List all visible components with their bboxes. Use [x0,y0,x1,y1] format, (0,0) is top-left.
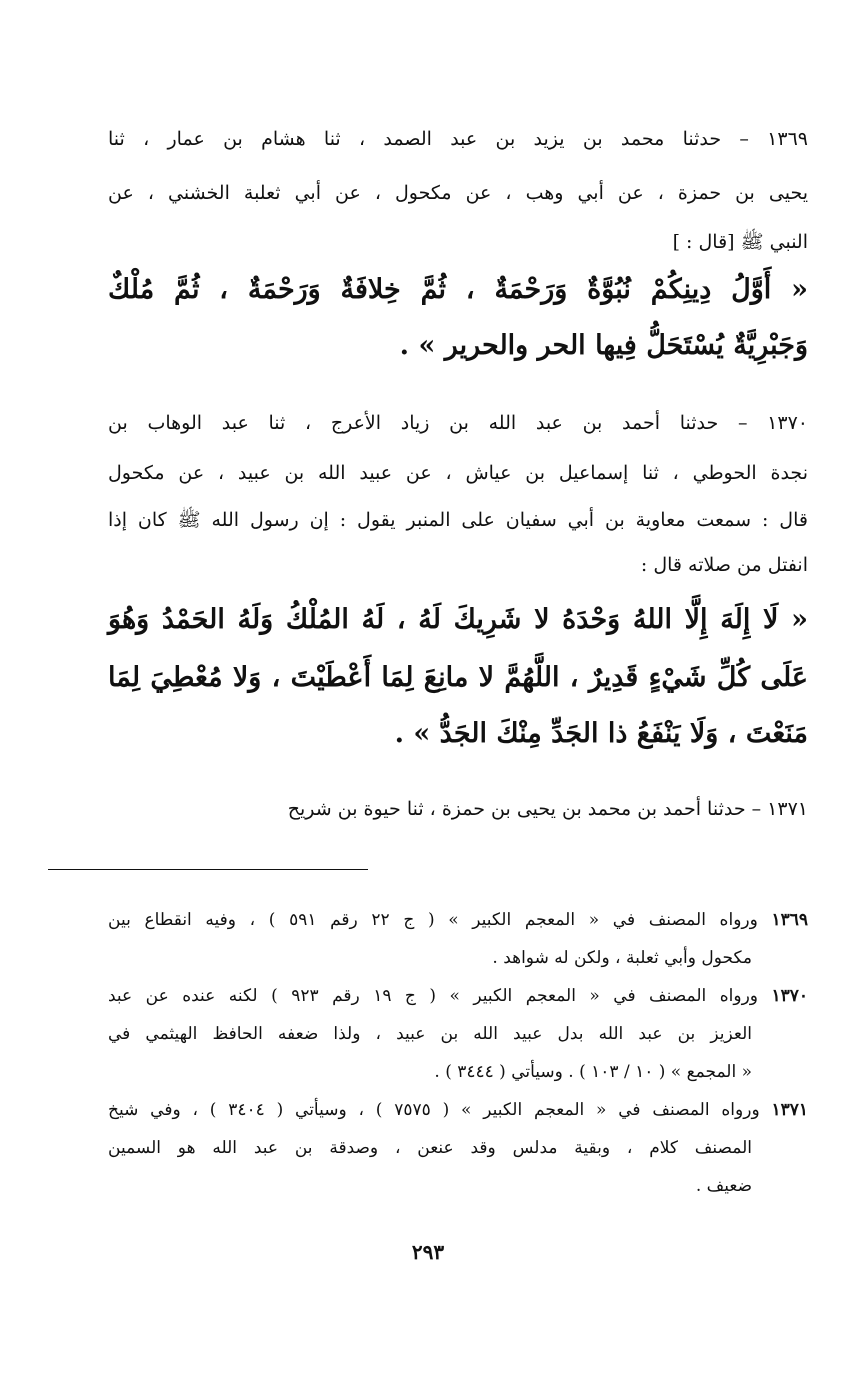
footnote-1369-line-1 [108,910,808,930]
footnote-1369-number: ١٣٦٩ [771,910,809,930]
footnote-1371-line-1 [108,1100,808,1120]
entry-1369-line-2: يحيى بن حمزة ، عن أبي وهب ، عن مكحول ، عن أبي ثعلبة الخشني ، عن [108,182,808,204]
hadith-1370-line-1: « لَا إِلَهَ إِلَّا اللهُ وَحْدَهُ لا شَرِيكَ لَهُ ، لَهُ المُلْكُ وَلَهُ الحَمْدُ وَهُوَ [108,604,808,635]
entry-1370-line-2: نجدة الحوطي ، ثنا إسماعيل بن عياش ، عن عبيد الله بن عبيد ، عن مكحول [108,462,808,484]
hadith-1369-line-2: وَجَبْرِيَّةٌ يُسْتَحَلُّ فِيها الحر والحرير » . [399,330,808,361]
hadith-1369-line-1: « أَوَّلُ دِينِكُمْ نُبُوَّةٌ وَرَحْمَةٌ ، ثُمَّ خِلافَةٌ وَرَحْمَةٌ ، ثُمَّ مُلْكٌ [108,274,808,305]
footnote-1370-text: ورواه المصنف في « المعجم الكبير » ( ج ١٩ رقم ٩٢٣ ) لكنه عنده عن عبد [108,986,758,1006]
footnote-separator [48,869,368,870]
footnote-1371-text: ورواه المصنف في « المعجم الكبير » ( ٧٥٧٥ ) ، وسيأتي ( ٣٤٠٤ ) ، وفي شيخ [108,1100,760,1120]
entry-1370-line-3: قال : سمعت معاوية بن أبي سفيان على المنبر يقول : إن رسول الله ﷺ كان إذا [108,509,808,531]
footnote-1371-number: ١٣٧١ [771,1100,809,1120]
entry-1369-line-3: النبي ﷺ [قال : ] [672,231,808,253]
hadith-1370-line-2: عَلَى كُلِّ شَيْءٍ قَدِيرٌ ، اللَّهُمَّ لا مانِعَ لِمَا أَعْطَيْتَ ، وَلا مُعْطِيَ لِمَا [108,662,808,693]
footnote-1370-line-2: العزيز بن عبد الله بدل عبيد الله بن عبيد ، ولذا ضعفه الحافظ الهيثمي في [108,1024,752,1044]
entry-1371-line-1: ١٣٧١ – حدثنا أحمد بن محمد بن يحيى بن حمزة ، ثنا حيوة بن شريح [287,798,808,820]
entry-1370-line-4: انفتل من صلاته قال : [640,554,808,576]
footnote-1371-line-3: ضعيف . [695,1176,752,1196]
footnote-1370-line-3: « المجمع » ( ١٠ / ١٠٣ ) . وسيأتي ( ٣٤٤٤ ) . [434,1062,752,1082]
footnote-1371-line-2: المصنف كلام ، وبقية مدلس وقد عنعن ، وصدقة بن عبد الله هو السمين [108,1138,752,1158]
footnote-1369-text: ورواه المصنف في « المعجم الكبير » ( ج ٢٢ رقم ٥٩١ ) ، وفيه انقطاع بين [108,910,758,930]
hadith-1370-line-3: مَنَعْتَ ، وَلَا يَنْفَعُ ذا الجَدِّ مِنْكَ الجَدُّ » . [394,718,808,749]
entry-1369-line-1: ١٣٦٩ – حدثنا محمد بن يزيد بن عبد الصمد ، ثنا هشام بن عمار ، ثنا [108,128,808,150]
entry-1370-line-1: ١٣٧٠ – حدثنا أحمد بن عبد الله بن زياد الأعرج ، ثنا عبد الوهاب بن [108,412,808,434]
footnote-1370-line-1 [108,986,808,1006]
footnote-1370-number: ١٣٧٠ [771,986,809,1006]
page-number: ٢٩٣ [411,1240,445,1264]
footnote-1369-line-2: مكحول وأبي ثعلبة ، ولكن له شواهد . [492,948,752,968]
